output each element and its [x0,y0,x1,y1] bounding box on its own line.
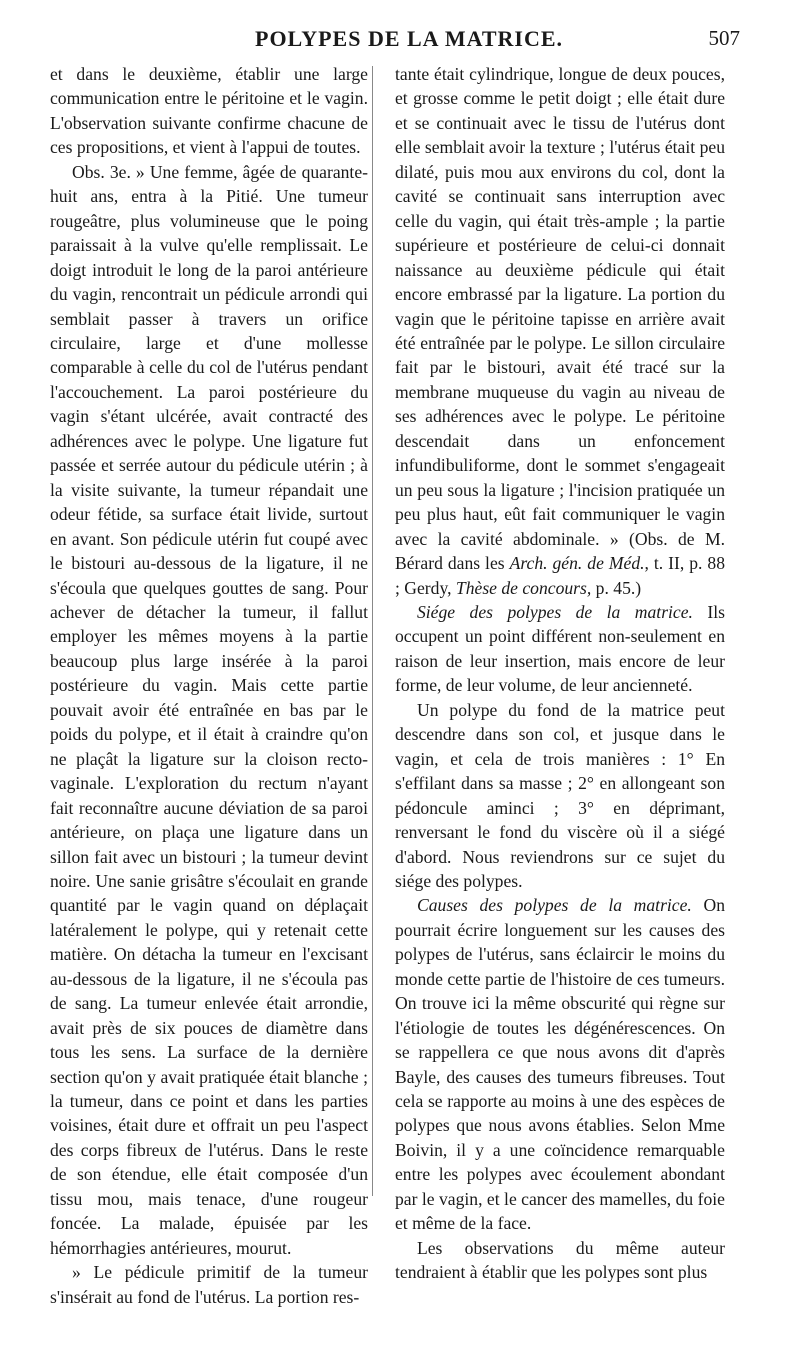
paragraph-text: On pourrait écrire longuement sur les causes des polypes de l'utérus, sans éclaircir le moins du monde cette partie de l'histoire de ces tumeurs. On trouve ici la même obscurité qui règne sur l'étiologie de toutes les dégénérescences. On se rappellera ce que nous avons dit d'après Bayle, des causes des tumeurs fibreuses. Tout cela se rapporte au moins à une des espèces de polypes que nous avons établies. Selon Mme Boivin, il y a une coïncidence remarquable entre les polypes avec écoulement abondant par le vagin, et le cancer des mamelles, du foie et même de la face. [395,895,726,1234]
paragraph-observation: Obs. 3e. » Une femme, âgée de quarante-huit ans, entra à la Pitié. Une tumeur rougeâtre, plus volumineuse que le poing paraissait à la vulve qu'elle remplissait. Le doigt introduit le long de la paroi antérieure du vagin, rencontrait un pédicule arrondi qui semblait passer à travers un orifice circulaire, large et d'une mollesse comparable à celle du col de l'utérus pendant l'accouchement. La paroi postérieure du vagin s'étant ulcérée, avait contracté des adhérences avec le polype. Une ligature fut passée et serrée autour du pédicule utérin ; à la visite suivante, la tumeur répandait une odeur fétide, sa surface était livide, surtout en avant. Son pédicule utérin fut coupé avec le bistouri au-dessous de la ligature, il ne s'écoula que quelques gouttes de sang. Pour achever de détacher la tumeur, il fallut employer les mêmes moyens à la partie beaucoup plus large insérée à la paroi postérieure du vagin. Mais cette partie pouvait avoir été entraînée en bas par le poids du polype, et il était à craindre qu'on ne plaçât la ligature sur la cloison recto-vaginale. L'exploration du rectum n'ayant fait reconnaître aucune déviation de sa paroi antérieure, on plaça une ligature dans un sillon fait avec un bistouri ; la tumeur devint noire. Une sanie grisâtre s'écoulait en grande quantité par le vagin quand on déplaçait latéralement le polype, qui y retenait cette matière. On détacha la tumeur en l'excisant au-dessous de la ligature, il ne s'écoula pas de sang. La tumeur enlevée était arrondie, avait près de six pouces de diamètre dans tous les sens. La surface de la dernière section qu'on y avait pratiquée était blanche ; la tumeur, dans ce point et dans les parties voisines, était dure et offrait un peu l'aspect des corps fibreux de l'utérus. Dans le reste de son étendue, elle était composée d'un tissu mou, mais tenace, d'une rougeur foncée. La malade, épuisée par les hémorrhagies antérieures, mourut. [50,161,368,1258]
paragraph: Les observations du même auteur tendraient à établir que les polypes sont plus [395,1237,725,1283]
section-heading: Siége des polypes de la matrice. [417,601,693,622]
citation-text: p. 45.) [591,577,642,598]
citation-text: , t. II, p. 88 ; Gerdy, [395,553,726,598]
paragraph-text: Ils occupent un point différent non-seulement en raison de leur insertion, mais encore de leur forme, de leur volume, de leur ancienneté. [395,601,725,696]
paragraph [395,62,725,600]
paragraph: Un polype du fond de la matrice peut descendre dans son col, et jusque dans le vagin, et cela de trois manières : 1° En s'effilant dans sa masse ; 2° en allongeant son pédoncule aminci ; 3° en déprimant, renversant le fond du viscère où il a siégé d'abord. Nous reviendrons sur ce sujet du siége des polypes. [395,699,725,891]
right-column [395,62,725,1285]
page-number: 507 [708,26,740,50]
citation-title: Arch. gén. de Méd. [509,553,645,574]
section-heading: Causes des polypes de la matrice. [417,895,692,916]
left-column [50,62,368,1309]
section-causes [395,893,725,1235]
page-header [0,22,800,56]
running-head: POLYPES DE LA MATRICE. [255,26,564,51]
citation-title: Thèse de concours, [455,577,592,598]
paragraph-text: tante était cylindrique, longue de deux pouces, et grosse comme le petit doigt ; elle était dure et se continuait avec le tissu de l'utérus dont elle semblait avoir la texture ; l'utérus était peu dilaté, puis mou aux environs du col, dont la cavité se continuait sans interruption avec celle du vagin, qui était très-ample ; la partie supérieure et postérieure de celui-ci donnait naissance au deuxième pédicule qui était encore embrassé par la ligature. La portion du vagin que le péritoine tapisse en arrière avait été entraînée par le polype. Le sillon circulaire fait par le bistouri, avait été tracé sur la membrane muqueuse du vagin au niveau de ses adhérences avec le polype. Le péritoine descendait dans un enfoncement infundibuliforme, dont le sommet s'engageait un peu sous la ligature ; l'incision pratiquée un peu plus haut, eût fait communiquer le vagin avec la cavité abdominale. » (Obs. de M. Bérard dans les [395,64,725,574]
section-siege [395,600,725,698]
paragraph: » Le pédicule primitif de la tumeur s'insérait au fond de l'utérus. La portion res- [50,1262,368,1307]
paragraph: et dans le deuxième, établir une large communication entre le péritoine et le vagin. L'observation suivante confirme chacune de ces propositions, et vient à l'appui de toutes. [50,64,368,158]
column-divider [372,66,373,1196]
